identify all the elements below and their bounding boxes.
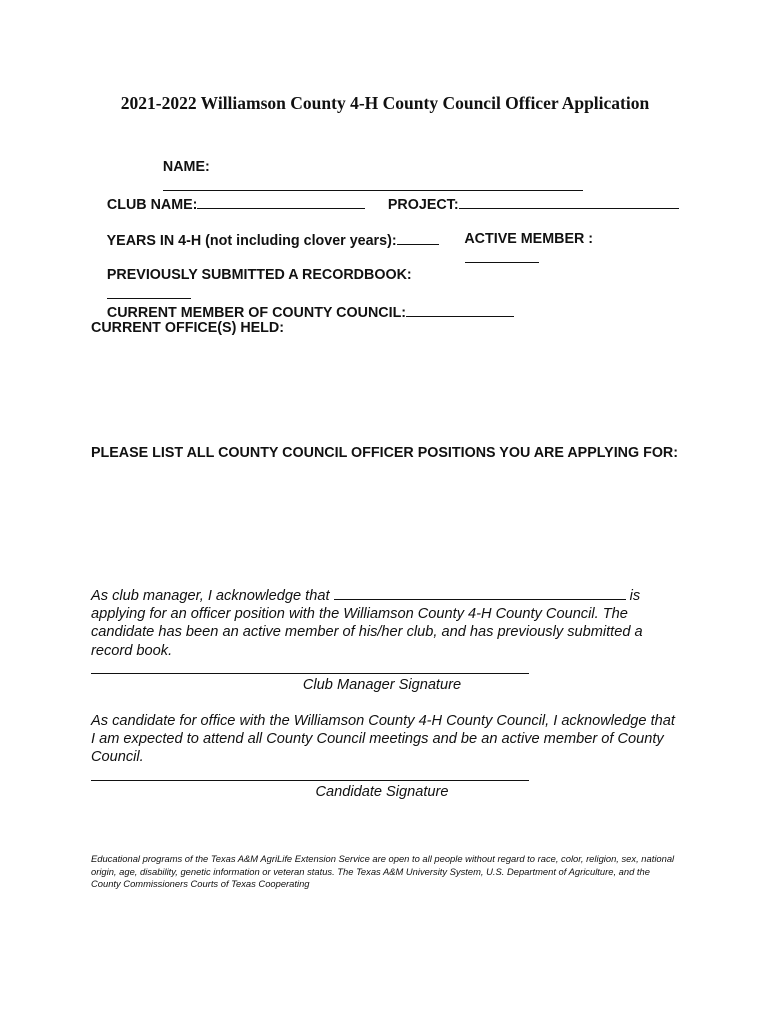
active-member-field[interactable] [465, 248, 539, 263]
candidate-signature-line[interactable] [91, 780, 529, 781]
form-title: 2021-2022 Williamson County 4-H County Council Officer Application [120, 93, 650, 113]
club-name-field[interactable] [197, 194, 365, 209]
name-label: NAME: [162, 159, 210, 175]
candidate-signature-label: Candidate Signature [315, 784, 449, 800]
recordbook-label: PREVIOUSLY SUBMITTED A RECORDBOOK: [106, 267, 412, 283]
manager-signature-label: Club Manager Signature [302, 677, 462, 693]
years-field[interactable] [397, 230, 439, 245]
current-member-label: CURRENT MEMBER OF COUNTY COUNCIL: [106, 305, 407, 321]
offices-label: CURRENT OFFICE(S) HELD: [91, 320, 284, 336]
candidate-name-field[interactable] [334, 586, 626, 600]
current-member-field[interactable] [406, 302, 514, 317]
manager-ack-text-after: is applying for an officer position with the Williamson County 4-H County Council. The candidate has been an active member of his/her club, and has previously submitted a record book. [91, 588, 643, 659]
active-member-row [449, 212, 593, 286]
positions-answer-area[interactable] [91, 486, 681, 576]
years-label: YEARS IN 4-H (not including clover years): [106, 233, 397, 249]
active-member-label: ACTIVE MEMBER : [464, 231, 594, 247]
manager-ack-text-before: As club manager, I acknowledge that [91, 588, 330, 604]
manager-acknowledgement [91, 586, 681, 660]
candidate-acknowledgement: As candidate for office with the Williamson County 4-H County Council, I acknowledge that I am expected to attend all County Council meetings and be an active member of County Council. [91, 713, 675, 766]
footer-disclaimer: Educational programs of the Texas A&M AgriLife Extension Service are open to all people without regard to race, color, religion, sex, national origin, age, disability, genetic information or veteran status. The Texas A&M University System, U.S. Department of Agriculture, and the County Commissioners Courts of Texas Cooperating [91, 853, 675, 890]
project-field[interactable] [459, 194, 679, 209]
club-name-label: CLUB NAME: [106, 197, 198, 213]
offices-answer-area[interactable] [91, 342, 681, 432]
positions-prompt: PLEASE LIST ALL COUNTY COUNCIL OFFICER POSITIONS YOU ARE APPLYING FOR: [91, 445, 679, 461]
project-label: PROJECT: [387, 197, 459, 213]
manager-signature-line[interactable] [91, 673, 529, 674]
